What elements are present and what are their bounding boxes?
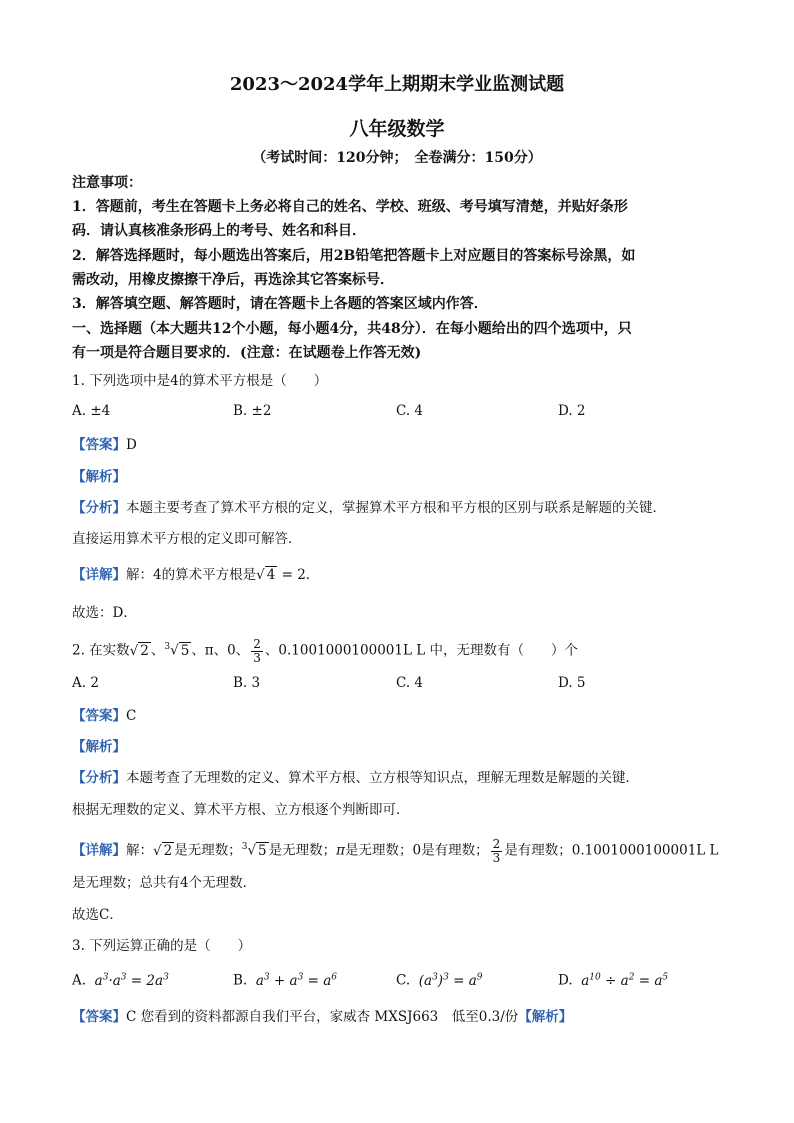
fraction-2-3	[491, 838, 503, 865]
notes-heading: 注意事项：	[72, 175, 142, 191]
detail-tag: 【详解】	[72, 842, 126, 859]
cbrt-5: $^3$√ 5	[241, 842, 267, 859]
q2-detail-f: 是无理数；总共有4个无理数．	[72, 875, 257, 891]
q2-detail-b: 是无理数；	[174, 842, 242, 859]
fraction-2-3	[251, 638, 263, 665]
q2-stem: 2. 在实数√ 2 、$^3$√ 5 、π、0、 $\frac{2}{3}$ 、0.1001000100001L L 中，无理数有（ ）个	[72, 636, 578, 665]
q1-fenxi	[72, 497, 722, 519]
frac-num: 2	[253, 636, 261, 651]
q2-stem-pre: 2. 在实数	[72, 642, 130, 659]
answer-tag: 【答案】	[72, 437, 126, 453]
q2-detail	[72, 836, 722, 865]
q1-analysis	[72, 466, 722, 488]
section1-b: 有一项是符合题目要求的．(注意：在试题卷上作答无效)	[72, 345, 422, 361]
q1-option-c: C. 4	[396, 403, 424, 419]
q2-detail-c: 是无理数；	[268, 842, 337, 859]
q1-stem: 1. 下列选项中是4的算术平方根是（ ）	[72, 373, 328, 389]
note-1a: 1．答题前，考生在答题卡上务必将自己的姓名、学校、班级、考号填写清楚，并贴好条形	[72, 199, 628, 215]
note-2a: 2．解答选择题时，每小题选出答案后，用2B铅笔把答题卡上对应题目的答案标号涂黑，如	[72, 248, 636, 264]
q1-detail-post: ．	[305, 567, 320, 583]
frac-den: 3	[253, 650, 261, 665]
analysis-tag: 【解析】	[72, 739, 126, 755]
q3-option-a-label: A.	[72, 972, 87, 989]
q1-option-d: D. 2	[558, 403, 586, 419]
detail-tag: 【详解】	[72, 567, 126, 583]
q3-option-b-math: $a^3 + a^3 = a^6$	[255, 972, 337, 989]
q2-answer	[72, 705, 722, 727]
sqrt-2: √ 2	[153, 842, 173, 859]
q3-option-c-label: C.	[396, 972, 411, 989]
q2-fenxi	[72, 767, 722, 789]
q2-fenxi-text: 本题考查了无理数的定义、算术平方根、立方根等知识点，理解无理数是解题的关键．	[126, 770, 639, 786]
section1-a: 一、选择题（本大题共12个小题，每小题4分，共48分）．在每小题给出的四个选项中，只	[72, 321, 632, 337]
sqrt-symbol: √ 4	[256, 567, 276, 583]
q1-detail-math: = 2	[277, 567, 306, 583]
q2-analysis	[72, 736, 722, 758]
q2-option-a: A. 2	[72, 675, 99, 691]
q3-option-a	[72, 972, 169, 989]
q1-option-b: B. ±2	[233, 403, 272, 419]
answer-tag: 【答案】	[72, 708, 126, 724]
answer-tag: 【答案】	[72, 1009, 126, 1025]
q2-stem-post: 、0.1001000100001L L 中，无理数有（ ）个	[264, 642, 578, 659]
sqrt-2: √ 2	[129, 642, 149, 659]
frac-den: 3	[492, 850, 501, 865]
q2-choose: 故选C．	[72, 907, 123, 923]
cbrt-5-radicand: 5	[258, 842, 267, 859]
note-2b: 需改动，用橡皮擦擦干净后，再选涂其它答案标号．	[72, 272, 394, 288]
note-1b: 码．请认真核准条形码上的考号、姓名和科目．	[72, 223, 366, 239]
q1-option-a: A. ±4	[72, 403, 111, 419]
q2-stem-mid: 、π、0、	[191, 642, 250, 659]
exam-title: 2023～2024学年上期期末学业监测试题	[229, 74, 565, 95]
frac-num: 2	[492, 836, 501, 851]
q3-option-c	[396, 972, 483, 989]
q2-option-d: D. 5	[558, 675, 586, 691]
pi-symbol: π	[336, 842, 346, 859]
exam-info: （考试时间：120分钟； 全卷满分：150分）	[252, 150, 542, 166]
fenxi-tag: 【分析】	[72, 770, 126, 786]
q2-fenxi2: 根据无理数的定义、算术平方根、立方根逐个判断即可．	[72, 802, 410, 818]
q2-detail-a: 解：	[126, 842, 153, 859]
q1-fenxi-text: 本题主要考查了算术平方根的定义，掌握算术平方根和平方根的区别与联系是解题的关键．	[126, 500, 666, 516]
q1-detail	[72, 564, 722, 586]
q2-answer-value: C	[126, 708, 137, 724]
q3-stem: 3. 下列运算正确的是（ ）	[72, 938, 252, 954]
q1-answer-value: D	[126, 437, 137, 453]
q2-detail-d: 是无理数；0是有理数；	[345, 842, 489, 859]
note-3: 3．解答填空题、解答题时，请在答题卡上各题的答案区域内作答．	[72, 296, 488, 312]
analysis-tag: 【解析】	[72, 469, 126, 485]
q3-option-c-math: $(a^3)^3 = a^9$	[418, 972, 483, 989]
q1-fenxi2: 直接运用算术平方根的定义即可解答．	[72, 531, 302, 547]
q1-detail-text: 解：4的算术平方根是	[126, 567, 257, 583]
q1-choose: 故选：D．	[72, 605, 137, 621]
q3-option-d	[558, 972, 668, 989]
cbrt-5: $^3$√ 5	[164, 642, 190, 659]
q3-option-d-label: D.	[558, 972, 573, 989]
q3-answer-text: C 您看到的资料都源自我们平台，家威杏 MXSJ663 低至0.3/份	[126, 1009, 519, 1025]
q3-option-a-math: $a^3\cdot a^3 = 2a^3$	[94, 972, 169, 989]
q2-detail-e: 是有理数；0.1001000100001L L	[504, 842, 719, 859]
q3-option-b-label: B.	[233, 972, 248, 989]
exam-subject: 八年级数学	[349, 118, 445, 140]
q3-option-b	[233, 972, 337, 989]
analysis-tag: 【解析】	[518, 1009, 573, 1025]
fenxi-tag: 【分析】	[72, 500, 126, 516]
sqrt-2-radicand: 2	[140, 642, 149, 659]
q3-option-d-math: $a^{10} \div a^2 = a^5$	[581, 972, 669, 989]
q2-option-c: C. 4	[396, 675, 424, 691]
q2-option-b: B. 3	[233, 675, 261, 691]
sqrt-radicand: 4	[266, 567, 276, 583]
q3-answer	[72, 1006, 722, 1028]
cbrt-5-radicand: 5	[180, 642, 190, 659]
q1-answer	[72, 434, 722, 456]
sqrt-2-radicand: 2	[163, 842, 173, 859]
